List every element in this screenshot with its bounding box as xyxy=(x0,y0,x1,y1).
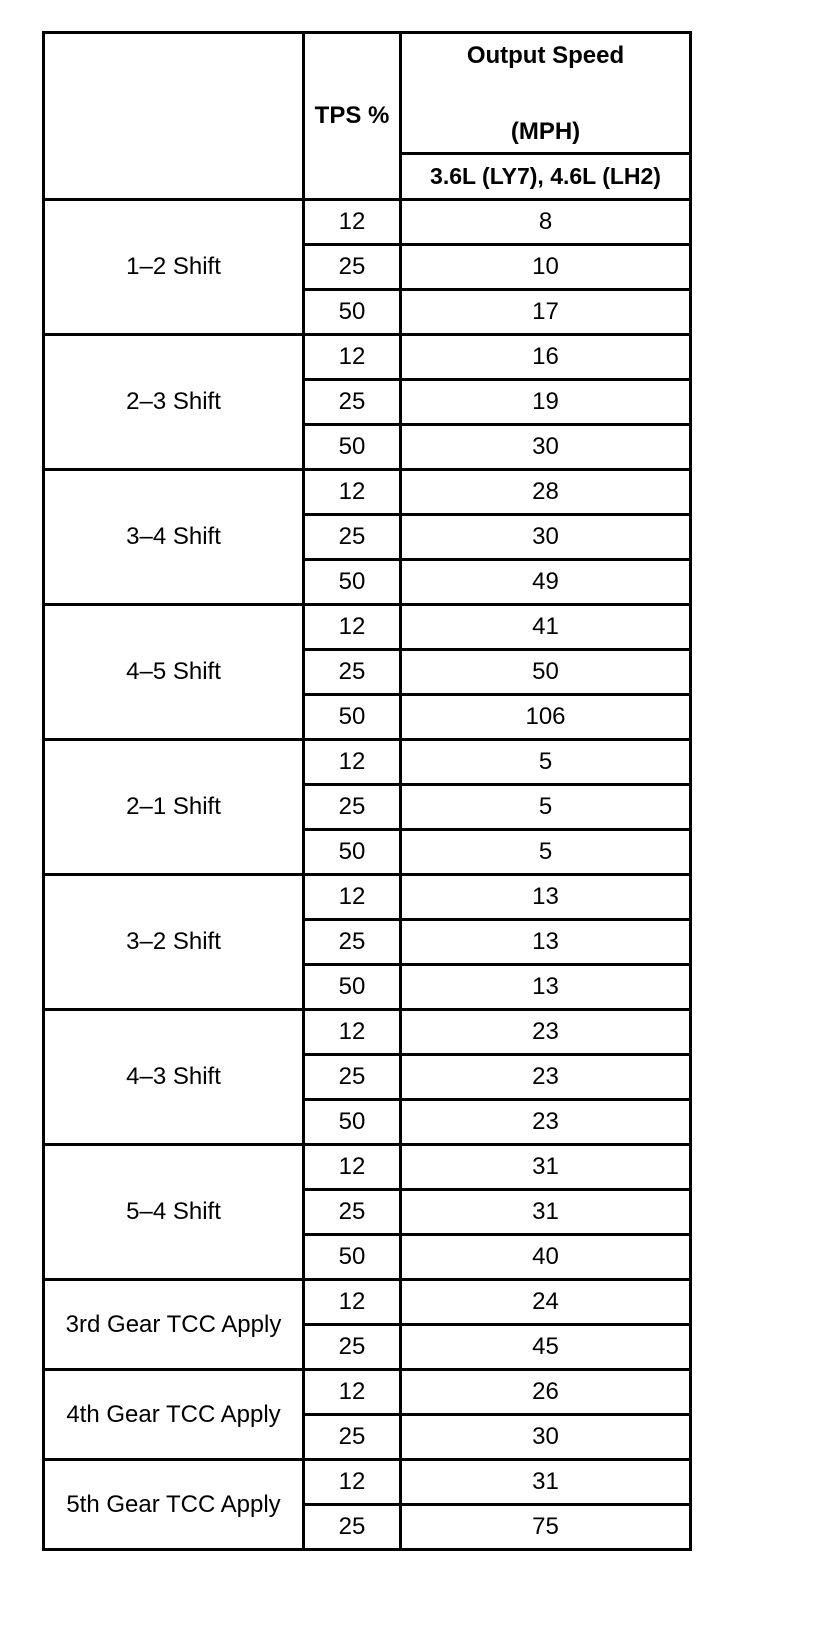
speed-value: 8 xyxy=(401,200,691,245)
tps-value: 25 xyxy=(304,380,401,425)
table-row xyxy=(44,1280,691,1325)
speed-value: 30 xyxy=(401,515,691,560)
table-body xyxy=(44,200,691,1550)
speed-value: 13 xyxy=(401,875,691,920)
speed-value: 45 xyxy=(401,1325,691,1370)
speed-value: 16 xyxy=(401,335,691,380)
tps-value: 25 xyxy=(304,1415,401,1460)
speed-value: 23 xyxy=(401,1010,691,1055)
speed-value: 49 xyxy=(401,560,691,605)
shift-label: 4th Gear TCC Apply xyxy=(44,1370,304,1460)
header-engine: 3.6L (LY7), 4.6L (LH2) xyxy=(401,154,691,200)
speed-value: 31 xyxy=(401,1190,691,1235)
speed-value: 106 xyxy=(401,695,691,740)
shift-label: 3–2 Shift xyxy=(44,875,304,1010)
tps-value: 25 xyxy=(304,515,401,560)
header-unit: (MPH) xyxy=(510,118,581,145)
tps-value: 50 xyxy=(304,425,401,470)
speed-value: 30 xyxy=(401,425,691,470)
shift-label: 2–1 Shift xyxy=(44,740,304,875)
tps-value: 25 xyxy=(304,1325,401,1370)
table-row xyxy=(44,875,691,920)
speed-value: 24 xyxy=(401,1280,691,1325)
tps-value: 25 xyxy=(304,920,401,965)
tps-value: 25 xyxy=(304,245,401,290)
shift-label: 2–3 Shift xyxy=(44,335,304,470)
shift-label: 4–3 Shift xyxy=(44,1010,304,1145)
shift-label: 3–4 Shift xyxy=(44,470,304,605)
tps-value: 50 xyxy=(304,695,401,740)
table-row xyxy=(44,335,691,380)
tps-value: 25 xyxy=(304,1055,401,1100)
table-row xyxy=(44,1010,691,1055)
speed-value: 23 xyxy=(401,1055,691,1100)
tps-value: 25 xyxy=(304,650,401,695)
speed-value: 28 xyxy=(401,470,691,515)
table-row xyxy=(44,470,691,515)
table-row xyxy=(44,200,691,245)
shift-label: 1–2 Shift xyxy=(44,200,304,335)
speed-value: 5 xyxy=(401,830,691,875)
tps-value: 50 xyxy=(304,1235,401,1280)
tps-value: 50 xyxy=(304,965,401,1010)
speed-value: 19 xyxy=(401,380,691,425)
speed-value: 10 xyxy=(401,245,691,290)
header-output-speed-cell xyxy=(401,33,691,154)
speed-value: 75 xyxy=(401,1505,691,1550)
speed-value: 17 xyxy=(401,290,691,335)
tps-value: 50 xyxy=(304,560,401,605)
speed-value: 26 xyxy=(401,1370,691,1415)
shift-speed-table xyxy=(42,31,692,1551)
tps-value: 12 xyxy=(304,1280,401,1325)
shift-label: 4–5 Shift xyxy=(44,605,304,740)
header-output-speed: Output Speed xyxy=(466,42,625,69)
speed-value: 30 xyxy=(401,1415,691,1460)
tps-value: 12 xyxy=(304,740,401,785)
header-row-top xyxy=(44,33,691,154)
speed-value: 31 xyxy=(401,1460,691,1505)
tps-value: 12 xyxy=(304,1460,401,1505)
speed-value: 41 xyxy=(401,605,691,650)
shift-label: 5–4 Shift xyxy=(44,1145,304,1280)
speed-value: 5 xyxy=(401,740,691,785)
table-row xyxy=(44,1370,691,1415)
speed-value: 5 xyxy=(401,785,691,830)
shift-label: 3rd Gear TCC Apply xyxy=(44,1280,304,1370)
tps-value: 12 xyxy=(304,875,401,920)
speed-value: 13 xyxy=(401,965,691,1010)
speed-value: 50 xyxy=(401,650,691,695)
table-row xyxy=(44,605,691,650)
tps-value: 12 xyxy=(304,335,401,380)
tps-value: 50 xyxy=(304,1100,401,1145)
header-tps: TPS % xyxy=(304,33,401,200)
tps-value: 25 xyxy=(304,1190,401,1235)
tps-value: 12 xyxy=(304,470,401,515)
speed-value: 31 xyxy=(401,1145,691,1190)
tps-value: 50 xyxy=(304,830,401,875)
table-row xyxy=(44,1460,691,1505)
shift-label: 5th Gear TCC Apply xyxy=(44,1460,304,1550)
table-row xyxy=(44,1145,691,1190)
tps-value: 12 xyxy=(304,200,401,245)
table-row xyxy=(44,740,691,785)
tps-value: 12 xyxy=(304,1370,401,1415)
tps-value: 12 xyxy=(304,605,401,650)
tps-value: 25 xyxy=(304,785,401,830)
speed-value: 40 xyxy=(401,1235,691,1280)
tps-value: 25 xyxy=(304,1505,401,1550)
speed-value: 13 xyxy=(401,920,691,965)
tps-value: 12 xyxy=(304,1145,401,1190)
tps-value: 50 xyxy=(304,290,401,335)
tps-value: 12 xyxy=(304,1010,401,1055)
header-blank-cell xyxy=(44,33,304,200)
speed-value: 23 xyxy=(401,1100,691,1145)
